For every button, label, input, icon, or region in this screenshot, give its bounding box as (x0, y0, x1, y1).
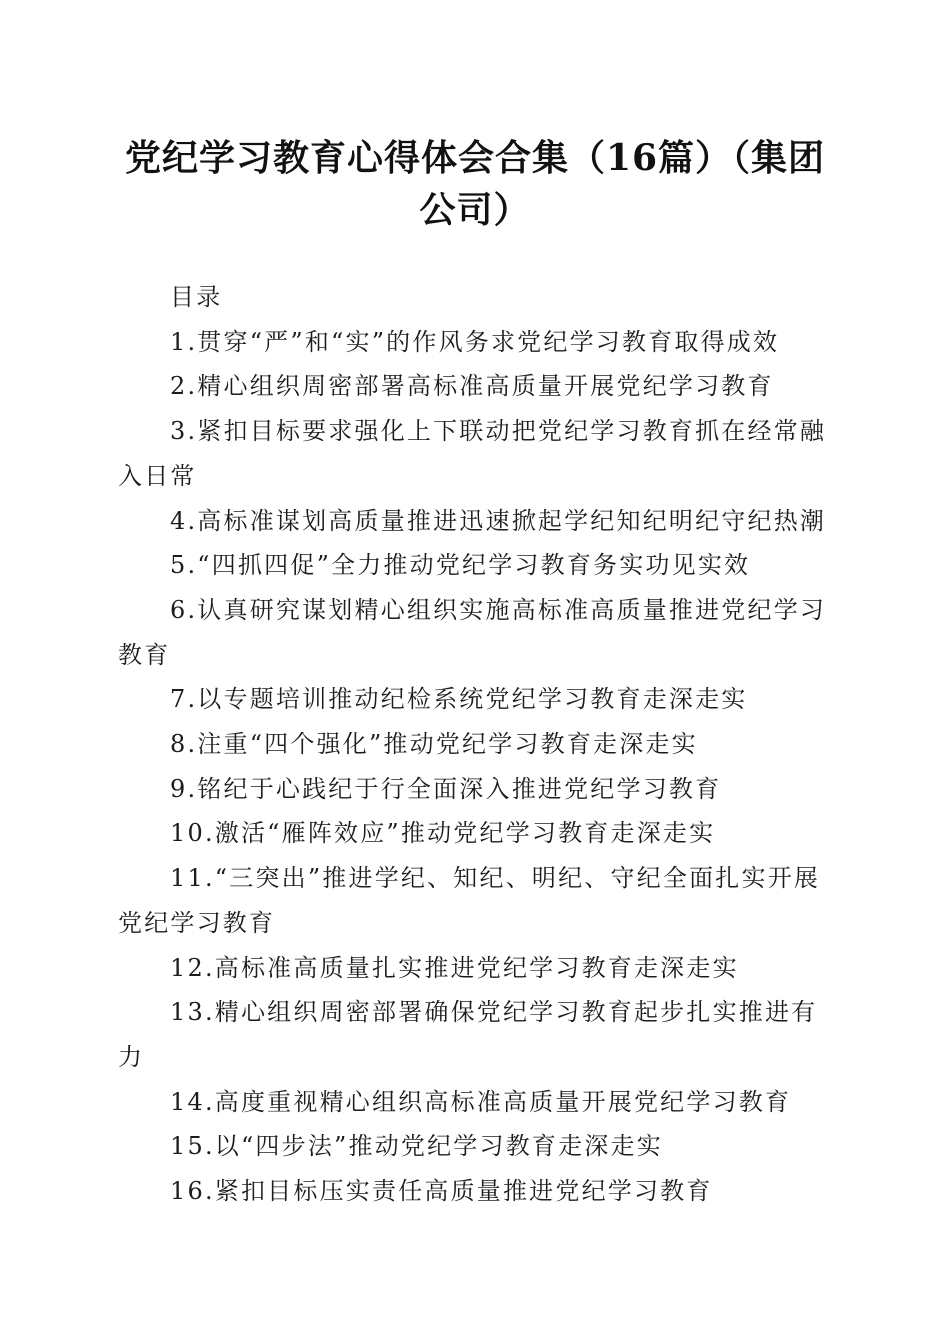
toc-item: 8.注重“四个强化”推动党纪学习教育走深走实 (170, 730, 698, 759)
toc-item: 4.高标准谋划高质量推进迅速掀起学纪知纪明纪守纪热潮 (170, 506, 827, 535)
toc-item: 1.贯穿“严”和“实”的作风务求党纪学习教育取得成效 (170, 327, 780, 356)
toc-item: 15.以“四步法”推动党纪学习教育走深走实 (170, 1132, 663, 1161)
toc-item: 14.高度重视精心组织高标准高质量开展党纪学习教育 (170, 1087, 792, 1116)
toc-item: 12.高标准高质量扎实推进党纪学习教育走深走实 (170, 953, 739, 982)
toc-item: 16.紧扣目标压实责任高质量推进党纪学习教育 (170, 1177, 713, 1206)
table-of-contents (118, 275, 830, 1214)
toc-item: 13.精心组织周密部署确保党纪学习教育起步扎实推进有力 (118, 998, 818, 1071)
toc-item: 2.精心组织周密部署高标准高质量开展党纪学习教育 (170, 372, 774, 401)
toc-item: 7.以专题培训推动纪检系统党纪学习教育走深走实 (170, 685, 748, 714)
toc-list (118, 320, 830, 1214)
toc-item: 5.“四抓四促”全力推动党纪学习教育务实功见实效 (170, 551, 751, 580)
toc-item: 10.激活“雁阵效应”推动党纪学习教育走深走实 (170, 819, 716, 848)
toc-heading: 目录 (170, 283, 223, 311)
toc-item: 11.“三突出”推进学纪、知纪、明纪、守纪全面扎实开展党纪学习教育 (118, 864, 821, 937)
toc-item: 3.紧扣目标要求强化上下联动把党纪学习教育抓在经常融入日常 (118, 417, 827, 490)
toc-item: 6.认真研究谋划精心组织实施高标准高质量推进党纪学习教育 (118, 595, 827, 669)
toc-item: 9.铭纪于心践纪于行全面深入推进党纪学习教育 (170, 774, 722, 803)
document-title: 党纪学习教育心得体会合集（16篇）（集团公司） (124, 137, 826, 231)
